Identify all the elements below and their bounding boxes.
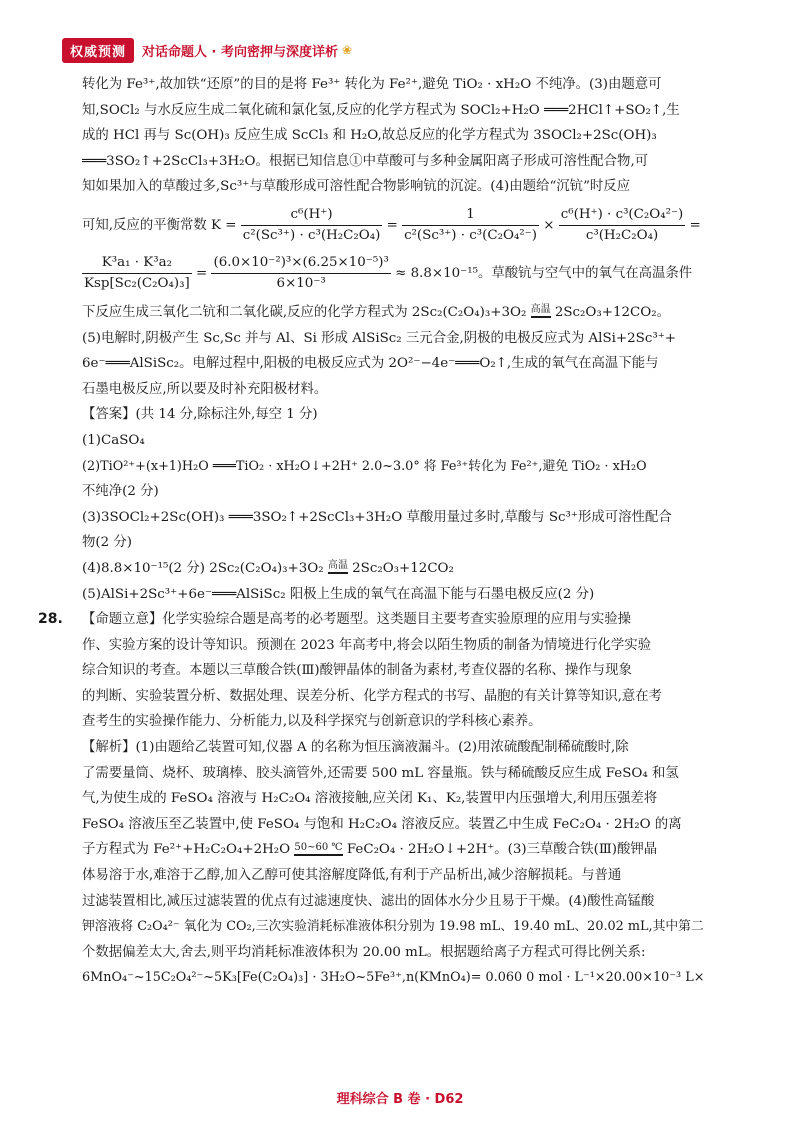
page-footer: 理科综合 B 卷 · D62 bbox=[336, 1092, 464, 1107]
answer-heading: 【答案】(共 14 分,除标注外,每空 1 分) bbox=[82, 407, 318, 423]
header-tagline: 对话命题人 · 考向密押与深度详析 bbox=[142, 44, 339, 60]
answer-item: (3)3SOCl₂+2Sc(OH)₃ ═══3SO₂↑+2ScCl₃+3H₂O 草酸用量过多时,草酸与 Sc³⁺形成可溶性配合 bbox=[82, 509, 672, 525]
times-sign: × bbox=[543, 217, 555, 233]
text-line: 过滤装置相比,减压过滤装置的优点有过滤速度快、滤出的固体水分少且易于干燥。(4)酸性高锰酸 bbox=[82, 893, 655, 909]
text-line: 个数据偏差太大,舍去,则平均消耗标准液体积为 20.00 mL。根据题给离子方程式可得比例关系: bbox=[82, 944, 646, 960]
fraction-numerator: c⁶(H⁺) bbox=[241, 205, 383, 226]
fraction-denominator: 6×10⁻³ bbox=[276, 275, 326, 291]
fraction-numerator: K³a₁ · K³a₂ bbox=[82, 253, 192, 274]
condition-label: 50~60 ℃ bbox=[294, 841, 343, 853]
fraction bbox=[402, 205, 539, 246]
reaction-left: 下反应生成三氧化二钪和二氧化碳,反应的化学方程式为 2Sc₂(C₂O₄)₃+3O₂ bbox=[82, 304, 531, 320]
text-line: 石墨电极反应,所以要及时补充阳极材料。 bbox=[82, 381, 328, 397]
reaction-condition bbox=[531, 304, 551, 320]
condition-label: 高温 bbox=[327, 560, 348, 572]
condition-label: 高温 bbox=[530, 304, 551, 316]
equation-tail: ≈ 8.8×10⁻¹⁵。草酸钪与空气中的氧气在高温条件 bbox=[395, 265, 693, 281]
answer-item: 不纯净(2 分) bbox=[82, 484, 159, 500]
text-line: 作、实验方案的设计等知识。预测在 2023 年高考中,将会以陌生物质的制备为情境进行化学实验 bbox=[82, 637, 652, 653]
equilibrium-value-equation bbox=[82, 252, 722, 296]
text-line: (5)电解时,阴极产生 Sc,Sc 并与 Al、Si 形成 AlSiSc₂ 三元合金,阴极的电极反应式为 AlSi+2Sc³⁺+ bbox=[82, 330, 676, 346]
text-line bbox=[82, 300, 722, 326]
reaction-left: 子方程式为 Fe²⁺+H₂C₂O₄+2H₂O bbox=[82, 842, 295, 858]
text-line bbox=[82, 837, 722, 863]
fraction-denominator: Ksp[Sc₂(C₂O₄)₃] bbox=[84, 275, 190, 291]
text-line: 气,为使生成的 FeSO₄ 溶液与 H₂C₂O₄ 溶液接触,应关闭 K₁、K₂,装置甲内压强增大,利用压强差将 bbox=[82, 791, 658, 807]
equals-sign: = bbox=[195, 265, 208, 281]
text-line: 的判断、实验装置分析、数据处理、误差分析、化学方程式的书写、晶胞的有关计算等知识,意在考 bbox=[82, 688, 663, 704]
fraction bbox=[241, 205, 383, 246]
answer-item: (1)CaSO₄ bbox=[82, 432, 145, 448]
text-line: 6MnO₄⁻~15C₂O₄²⁻~5K₃[Fe(C₂O₄)₃] · 3H₂O~5Fe³⁺,n(KMnO₄)= 0.060 0 mol · L⁻¹×20.00×10⁻³ L× bbox=[82, 970, 705, 986]
reaction-arrow bbox=[294, 854, 342, 858]
fraction-numerator: c⁶(H⁺) · c³(C₂O₄²⁻) bbox=[559, 205, 686, 226]
brand-label: 权威预测 bbox=[62, 38, 134, 63]
reaction-condition bbox=[294, 842, 342, 858]
answer-item: (2)TiO²⁺+(x+1)H₂O ═══TiO₂ · xH₂O↓+2H⁺ 2.0~3.0° 将 Fe³⁺转化为 Fe²⁺,避免 TiO₂ · xH₂O bbox=[82, 458, 647, 474]
fraction bbox=[559, 205, 686, 246]
text-line: 【解析】(1)由题给乙装置可知,仪器 A 的名称为恒压滴液漏斗。(2)用浓硫酸配制稀硫酸时,除 bbox=[82, 740, 629, 756]
text-line: 体易溶于水,难溶于乙醇,加入乙醇可使其溶解度降低,有利于产品析出,减少溶解损耗。与普通 bbox=[82, 868, 622, 884]
text-line: 【命题立意】化学实验综合题是高考的必考题型。这类题目主要考查实验原理的应用与实验操 bbox=[82, 612, 632, 628]
text-line: 转化为 Fe³⁺,故加铁“还原”的目的是将 Fe³⁺ 转化为 Fe²⁺,避免 TiO₂ · xH₂O 不纯净。(3)由题意可 bbox=[82, 77, 662, 92]
fraction-denominator: c²(Sc³⁺) · c³(H₂C₂O₄) bbox=[242, 227, 381, 243]
question-number: 28. bbox=[38, 611, 63, 628]
text-line: 6e⁻═══AlSiSc₂。电解过程中,阳极的电极反应式为 2O²⁻−4e⁻═══O₂↑,生成的氧气在高温下能与 bbox=[82, 356, 659, 372]
answer-left: (4)8.8×10⁻¹⁵(2 分) 2Sc₂(C₂O₄)₃+3O₂ bbox=[82, 560, 328, 576]
reaction-arrow bbox=[531, 316, 551, 320]
answer-item bbox=[82, 556, 722, 582]
reaction-right: 2Sc₂O₃+12CO₂。 bbox=[550, 304, 670, 320]
fraction-numerator: (6.0×10⁻²)³×(6.25×10⁻⁵)³ bbox=[211, 253, 390, 274]
answer-item: (5)AlSi+2Sc³⁺+6e⁻═══AlSiSc₂ 阳极上生成的氧气在高温下能与石墨电极反应(2 分) bbox=[82, 586, 595, 602]
fraction bbox=[211, 253, 390, 294]
equals-sign: = bbox=[386, 217, 398, 233]
question-28 bbox=[38, 607, 722, 991]
equilibrium-constant-equation bbox=[82, 204, 722, 248]
text-line: 综合知识的考查。本题以三草酸合铁(Ⅲ)酸钾晶体的制备为素材,考查仪器的名称、操作与现象 bbox=[82, 663, 632, 679]
reaction-condition bbox=[328, 560, 348, 576]
fraction-denominator: c³(H₂C₂O₄) bbox=[585, 227, 659, 243]
text-line: FeSO₄ 溶液压至乙装置中,使 FeSO₄ 与饱和 H₂C₂O₄ 溶液反应。装置乙中生成 FeC₂O₄ · 2H₂O 的离 bbox=[82, 816, 682, 832]
reaction-right: FeC₂O₄ · 2H₂O↓+2H⁺。(3)三草酸合铁(Ⅲ)酸钾晶 bbox=[342, 842, 658, 858]
fraction bbox=[82, 253, 192, 294]
text-line: 了需要量筒、烧杯、玻璃棒、胶头滴管外,还需要 500 mL 容量瓶。铁与稀硫酸反应生成 FeSO₄ 和氢 bbox=[82, 765, 679, 781]
solution-body bbox=[38, 72, 722, 991]
text-line: 成的 HCl 再与 Sc(OH)₃ 反应生成 ScCl₃ 和 H₂O,故总反应的化学方程式为 3SOCl₂+2Sc(OH)₃ bbox=[82, 128, 657, 144]
text-line: 查考生的实验操作能力、分析能力,以及科学探究与创新意识的学科核心素养。 bbox=[82, 714, 542, 730]
text-line: 钾溶液将 C₂O₄²⁻ 氧化为 CO₂,三次实验消耗标准液体积分别为 19.98 mL、19.40 mL、20.02 mL,其中第二 bbox=[82, 919, 704, 935]
text-line: ═══3SO₂↑+2ScCl₃+3H₂O。根据已知信息①中草酸可与多种金属阳离子形成可溶性配合物,可 bbox=[82, 153, 649, 169]
equals-sign: = bbox=[689, 217, 701, 233]
answer-item: 物(2 分) bbox=[82, 535, 133, 551]
fraction-denominator: c²(Sc³⁺) · c³(C₂O₄²⁻) bbox=[404, 227, 537, 243]
equation-prefix: 可知,反应的平衡常数 K = bbox=[82, 217, 237, 233]
reaction-arrow bbox=[328, 572, 348, 576]
text-line: 知,SOCl₂ 与水反应生成二氧化硫和氯化氢,反应的化学方程式为 SOCl₂+H₂O ═══2HCl↑+SO₂↑,生 bbox=[82, 102, 680, 118]
flower-icon: ❀ bbox=[342, 43, 353, 57]
page-header bbox=[62, 38, 352, 62]
text-line: 知如果加入的草酸过多,Sc³⁺与草酸形成可溶性配合物影响钪的沉淀。(4)由题给“沉钪”时反应 bbox=[82, 179, 631, 195]
answer-right: 2Sc₂O₃+12CO₂ bbox=[347, 560, 454, 576]
fraction-numerator: 1 bbox=[402, 205, 539, 226]
